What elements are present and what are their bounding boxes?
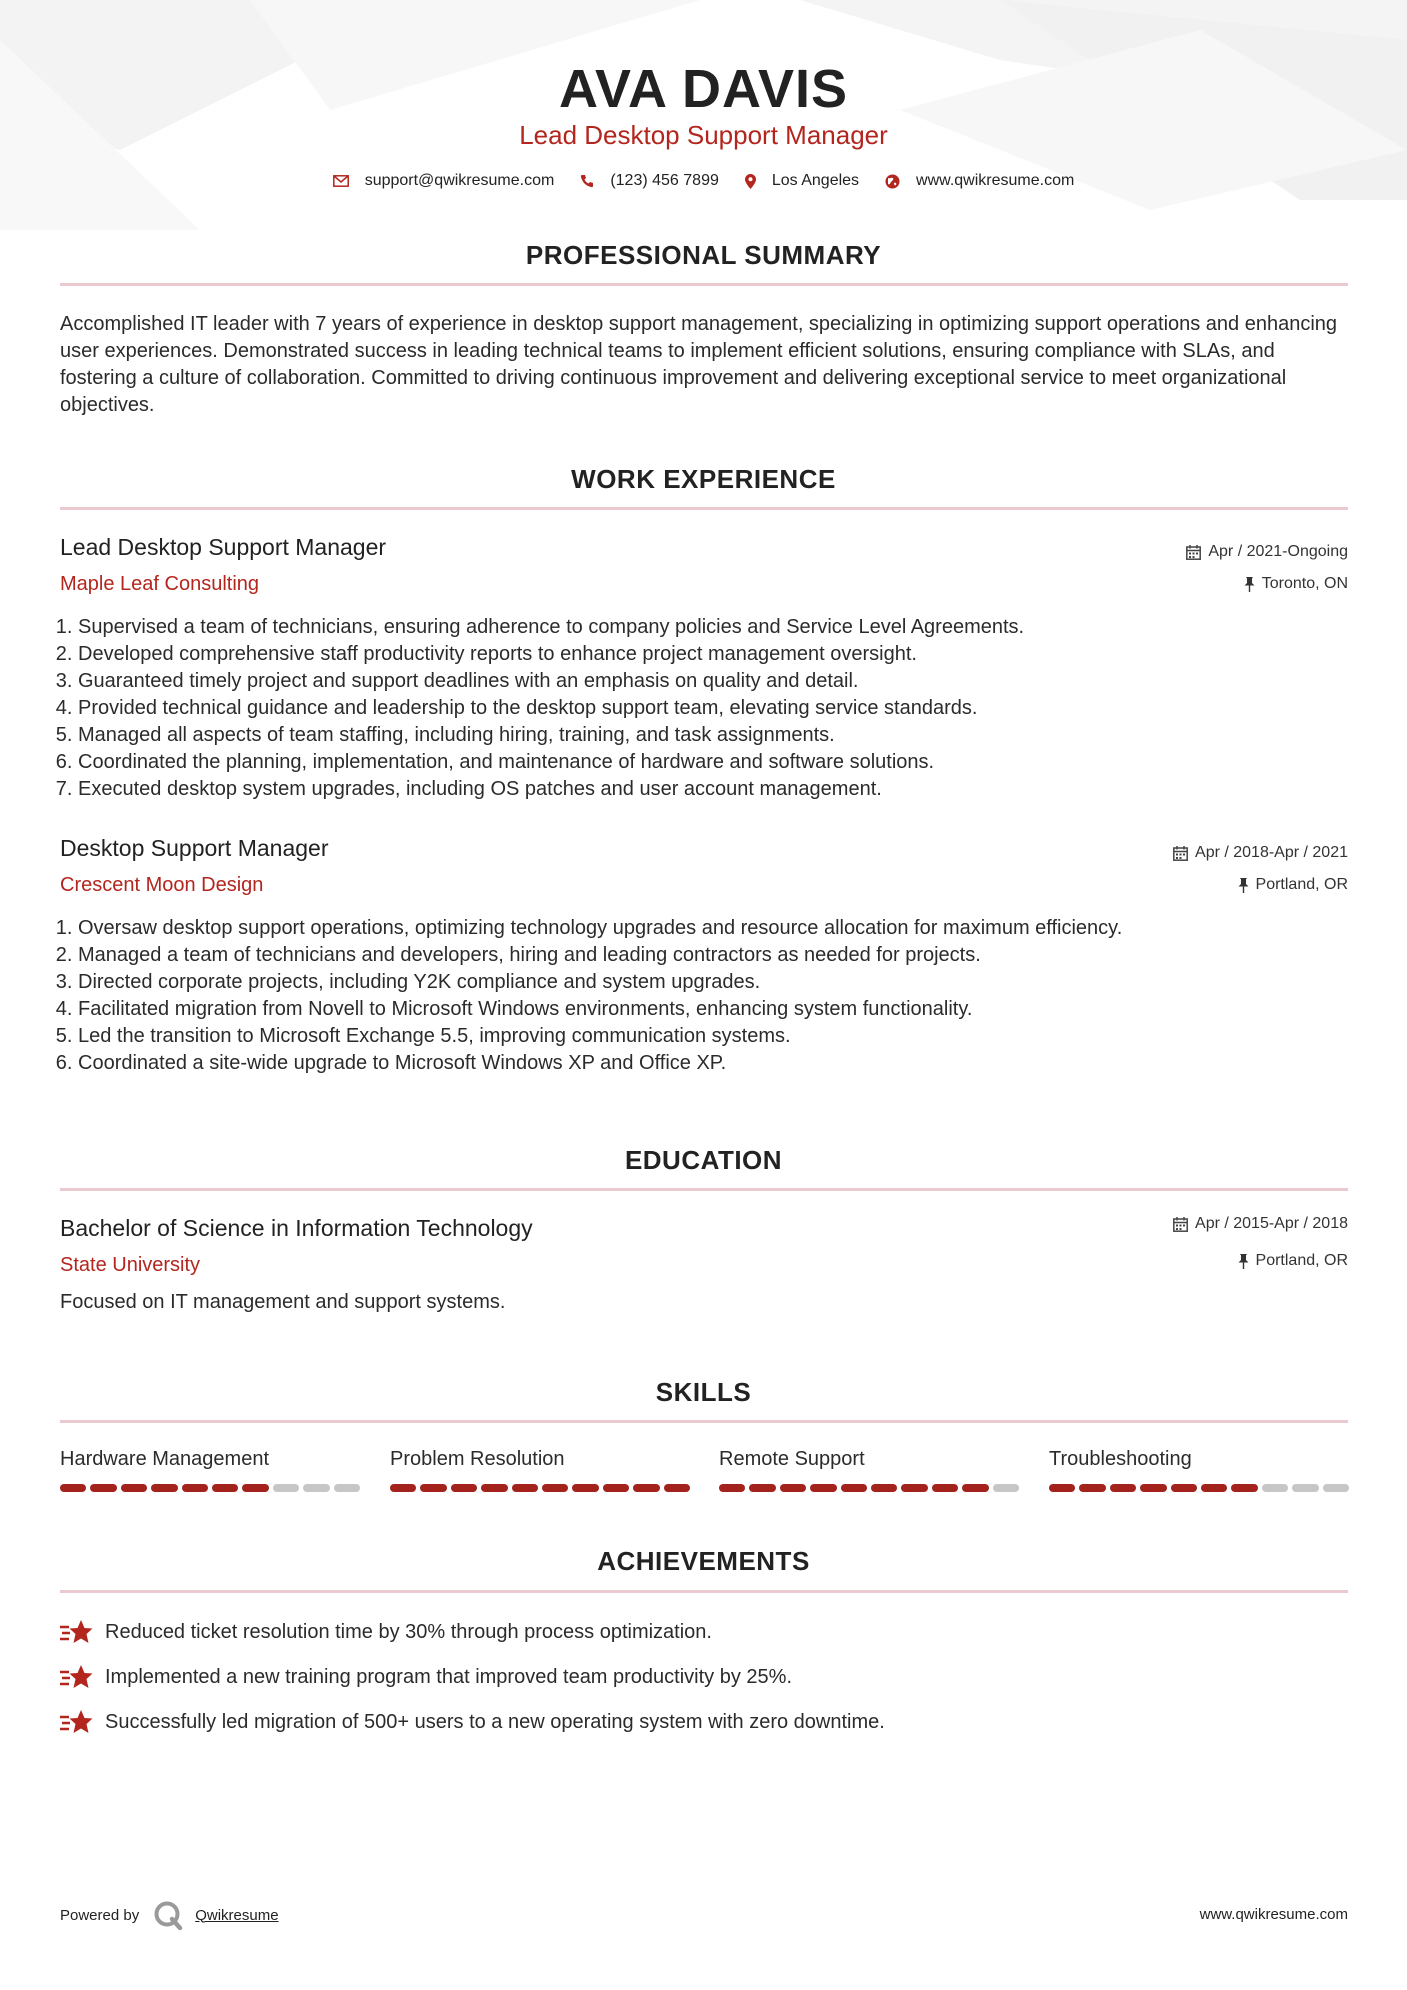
job-location-text: Portland, OR	[1255, 876, 1348, 893]
qwikresume-logo-icon	[153, 1900, 183, 1930]
pushpin-icon	[1244, 577, 1255, 592]
skill-segment-filled	[871, 1484, 897, 1492]
degree-title: Bachelor of Science in Information Technology	[60, 1215, 533, 1241]
skill-segment-filled	[90, 1484, 116, 1492]
job-bullets	[60, 614, 1366, 803]
pushpin-icon	[1238, 878, 1249, 893]
achievement-text: Reduced ticket resolution time by 30% through process optimization.	[105, 1620, 712, 1643]
achievement-item	[60, 1664, 792, 1690]
email-text: support@qwikresume.com	[364, 172, 555, 189]
skill-level-bar	[1049, 1484, 1349, 1492]
skill-segment-filled	[182, 1484, 208, 1492]
skill-segment-filled	[719, 1484, 745, 1492]
section-divider	[60, 1420, 1348, 1423]
shooting-star-icon	[60, 1664, 93, 1690]
skill-segment-filled	[1110, 1484, 1136, 1492]
summary-text: Accomplished IT leader with 7 years of experience in desktop support management, specializing in optimizing support operations and enhancing user experiences. Demonstrated success in leading technical teams to implement efficient solutions, ensuring compliance with SLAs, and fostering a culture of collaboration. Committed to driving continuous improvement and delivering exceptional service to meet organizational objectives.	[60, 313, 1338, 416]
section-title-summary: PROFESSIONAL SUMMARY	[525, 240, 882, 270]
job-dates	[1173, 844, 1348, 862]
job-bullet: 6. Coordinated the planning, implementation, and maintenance of hardware and software solutions.	[78, 749, 1366, 776]
section-title-achievements: ACHIEVEMENTS	[597, 1546, 810, 1576]
job-company: Maple Leaf Consulting	[60, 573, 260, 595]
skill-segment-filled	[151, 1484, 177, 1492]
map-pin-icon	[745, 174, 756, 189]
skill-segment-filled	[932, 1484, 958, 1492]
calendar-icon	[1173, 846, 1188, 861]
job-bullet: 7. Executed desktop system upgrades, including OS patches and user account management.	[78, 776, 1366, 803]
footer-powered-by	[60, 1900, 279, 1930]
school-name: State University	[60, 1254, 201, 1276]
contact-phone[interactable]	[580, 172, 719, 190]
job-location	[1238, 876, 1348, 894]
skill-segment-filled	[962, 1484, 988, 1492]
achievement-item	[60, 1619, 712, 1645]
section-title-experience: WORK EXPERIENCE	[571, 464, 836, 494]
contact-email[interactable]	[333, 172, 555, 190]
education-location	[1238, 1252, 1348, 1270]
skill-segment-empty	[1262, 1484, 1288, 1492]
skill-level-bar	[60, 1484, 360, 1492]
skill-item	[390, 1448, 690, 1492]
website-text: www.qwikresume.com	[916, 172, 1075, 189]
contact-website[interactable]	[885, 172, 1074, 190]
achievement-item	[60, 1709, 885, 1735]
skill-segment-filled	[901, 1484, 927, 1492]
skill-segment-filled	[749, 1484, 775, 1492]
job-title: Desktop Support Manager	[60, 835, 329, 861]
candidate-role: Lead Desktop Support Manager	[519, 120, 888, 150]
skill-segment-filled	[633, 1484, 659, 1492]
job-dates	[1186, 543, 1348, 561]
skill-segment-filled	[1171, 1484, 1197, 1492]
skill-segment-filled	[780, 1484, 806, 1492]
skill-name: Remote Support	[719, 1448, 865, 1470]
skill-segment-empty	[1323, 1484, 1349, 1492]
section-divider	[60, 283, 1348, 286]
job-bullet: 5. Managed all aspects of team staffing, including hiring, training, and task assignments.	[78, 722, 1366, 749]
candidate-name: AVA DAVIS	[558, 59, 849, 119]
job-bullet: 4. Facilitated migration from Novell to Microsoft Windows environments, enhancing system functionality.	[78, 996, 1366, 1023]
job-company: Crescent Moon Design	[60, 874, 264, 896]
skill-segment-filled	[121, 1484, 147, 1492]
envelope-icon	[333, 175, 349, 187]
skill-name: Hardware Management	[60, 1448, 269, 1470]
job-dates-text: Apr / 2018-Apr / 2021	[1195, 844, 1348, 861]
job-bullet: 1. Oversaw desktop support operations, optimizing technology upgrades and resource allocation for maximum efficiency.	[78, 915, 1366, 942]
job-bullet: 3. Directed corporate projects, including Y2K compliance and system upgrades.	[78, 969, 1366, 996]
skill-name: Troubleshooting	[1049, 1448, 1192, 1470]
shooting-star-icon	[60, 1709, 93, 1735]
skill-segment-filled	[420, 1484, 446, 1492]
skill-segment-filled	[512, 1484, 538, 1492]
section-divider	[60, 1590, 1348, 1593]
skill-segment-empty	[1292, 1484, 1318, 1492]
job-bullets	[60, 915, 1366, 1077]
skill-segment-filled	[542, 1484, 568, 1492]
skill-segment-filled	[841, 1484, 867, 1492]
skill-segment-empty	[273, 1484, 299, 1492]
phone-text: (123) 456 7899	[610, 172, 719, 189]
job-bullet: 5. Led the transition to Microsoft Exchange 5.5, improving communication systems.	[78, 1023, 1366, 1050]
skill-segment-filled	[242, 1484, 268, 1492]
education-dates-text: Apr / 2015-Apr / 2018	[1195, 1215, 1348, 1232]
job-bullet: 2. Developed comprehensive staff productivity reports to enhance project management oversight.	[78, 641, 1366, 668]
calendar-icon	[1173, 1217, 1188, 1232]
achievement-text: Successfully led migration of 500+ users to a new operating system with zero downtime.	[105, 1710, 885, 1733]
achievement-text: Implemented a new training program that improved team productivity by 25%.	[105, 1665, 793, 1688]
skill-segment-filled	[1079, 1484, 1105, 1492]
phone-icon	[580, 174, 594, 188]
skill-segment-filled	[1049, 1484, 1075, 1492]
job-title: Lead Desktop Support Manager	[60, 534, 387, 560]
calendar-icon	[1186, 545, 1201, 560]
skill-segment-filled	[212, 1484, 238, 1492]
job-dates-text: Apr / 2021-Ongoing	[1208, 543, 1348, 560]
contact-location	[745, 172, 859, 190]
job-bullet: 1. Supervised a team of technicians, ensuring adherence to company policies and Service Level Agreements.	[78, 614, 1366, 641]
section-title-education: EDUCATION	[624, 1145, 783, 1175]
pushpin-icon	[1238, 1254, 1249, 1269]
skill-segment-empty	[303, 1484, 329, 1492]
section-title-skills: SKILLS	[655, 1377, 752, 1407]
job-location-text: Toronto, ON	[1261, 575, 1348, 592]
skill-level-bar	[390, 1484, 690, 1492]
section-divider	[60, 507, 1348, 510]
location-text: Los Angeles	[771, 172, 860, 189]
skill-segment-filled	[1231, 1484, 1257, 1492]
skill-name: Problem Resolution	[390, 1448, 565, 1470]
skill-item	[719, 1448, 1019, 1492]
education-dates	[1173, 1215, 1348, 1233]
globe-icon	[885, 174, 900, 189]
powered-by-label: Powered by	[60, 1906, 140, 1924]
skill-segment-filled	[1201, 1484, 1227, 1492]
skill-segment-empty	[334, 1484, 360, 1492]
skill-item	[1049, 1448, 1349, 1492]
skill-level-bar	[719, 1484, 1019, 1492]
skill-segment-empty	[993, 1484, 1019, 1492]
shooting-star-icon	[60, 1619, 93, 1645]
job-bullet: 2. Managed a team of technicians and developers, hiring and leading contractors as needed for projects.	[78, 942, 1366, 969]
education-note: Focused on IT management and support systems.	[60, 1291, 506, 1313]
job-bullet: 3. Guaranteed timely project and support deadlines with an emphasis on quality and detail.	[78, 668, 1366, 695]
skill-segment-filled	[451, 1484, 477, 1492]
skill-segment-filled	[60, 1484, 86, 1492]
qwikresume-link[interactable]: Qwikresume	[195, 1906, 279, 1924]
job-location	[1244, 575, 1348, 593]
education-location-text: Portland, OR	[1255, 1252, 1348, 1269]
footer-website[interactable]: www.qwikresume.com	[1199, 1906, 1348, 1923]
skill-segment-filled	[810, 1484, 836, 1492]
skill-segment-filled	[664, 1484, 690, 1492]
skill-segment-filled	[603, 1484, 629, 1492]
skill-item	[60, 1448, 360, 1492]
skill-segment-filled	[572, 1484, 598, 1492]
skill-segment-filled	[1140, 1484, 1166, 1492]
job-bullet: 6. Coordinated a site-wide upgrade to Microsoft Windows XP and Office XP.	[78, 1050, 1366, 1077]
skill-segment-filled	[390, 1484, 416, 1492]
skill-segment-filled	[481, 1484, 507, 1492]
job-bullet: 4. Provided technical guidance and leadership to the desktop support team, elevating service standards.	[78, 695, 1366, 722]
section-divider	[60, 1188, 1348, 1191]
contact-bar	[0, 172, 1407, 190]
